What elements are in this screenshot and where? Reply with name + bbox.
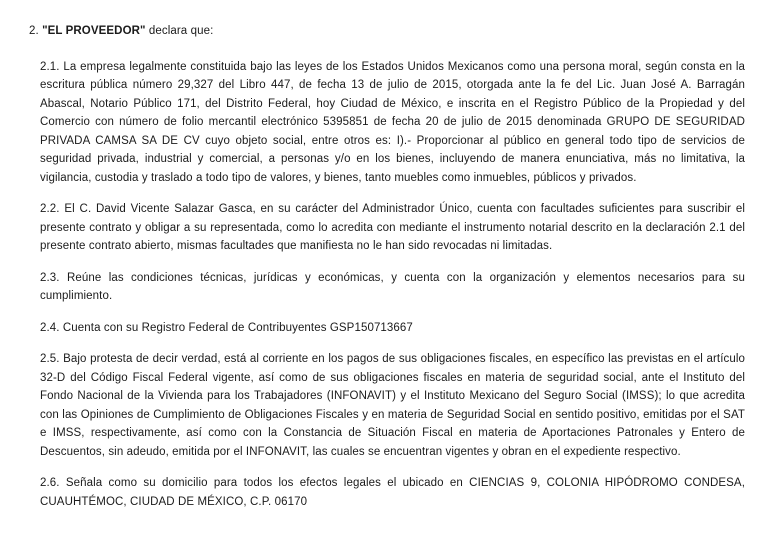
clause-2-4: 2.4. Cuenta con su Registro Federal de Contribuyentes GSP150713667 (40, 321, 413, 334)
section-heading-bold: "EL PROVEEDOR" (42, 25, 146, 37)
section-number: 2. (29, 25, 43, 37)
section-heading-suffix: declara que: (145, 25, 214, 37)
clauses-block (40, 58, 745, 512)
clause-2-1: 2.1. La empresa legalmente constituida bajo las leyes de los Estados Unidos Mexicanos como una persona moral, según consta en la escritura pública número 29,327 del Libro 447, de fecha 13 de julio de 2015, otorgada ante la fe del Lic. Juan José A. Barragán Abascal, Notario Público 171, del Distrito Federal, hoy Ciudad de México, e inscrita en el Registro Público de la Propiedad y del Comercio con número de folio mercantil electrónico 5395851 de fecha 20 de julio de 2015 denominada GRUPO DE SEGURIDAD PRIVADA CAMSA SA DE CV cuyo objeto social, entre otros es: I).- Proporcionar al público en general todo tipo de servicios de seguridad privada, industrial y comercial, a personas y/o en los bienes, incluyendo de manera enunciativa, más no limitativa, la vigilancia, custodia y traslado a todo tipo de valores, y bienes, tanto muebles como inmuebles, públicos y privados. (40, 60, 745, 184)
clause-2-5: 2.5. Bajo protesta de decir verdad, está al corriente en los pagos de sus obligaciones fiscales, en específico las previstas en el artículo 32-D del Código Fiscal Federal vigente, así como de sus obligaciones fiscales en materia de seguridad social, ante el Instituto del Fondo Nacional de la Vivienda para los Trabajadores (INFONAVIT) y el Instituto Mexicano del Seguro Social (IMSS); lo que acredita con las Opiniones de Cumplimiento de Obligaciones Fiscales y en materia de Seguridad Social en sentido positivo, emitidas por el SAT e IMSS, respectivamente, así como con la Constancia de Situación Fiscal en materia de Aportaciones Patronales y Entero de Descuentos, sin adeudo, emitida por el INFONAVIT, las cuales se encuentran vigentes y obran en el expediente respectivo. (40, 353, 745, 458)
section-heading (29, 22, 745, 41)
clause-2-6: 2.6. Señala como su domicilio para todos los efectos legales el ubicado en CIENCIAS 9, COLONIA HIPÓDROMO CONDESA, CUAUHTÉMOC, CIUDAD DE MÉXICO, C.P. 06170 (40, 477, 745, 508)
clause-2-3: 2.3. Reúne las condiciones técnicas, jurídicas y económicas, y cuenta con la organización y elementos necesarios para su cumplimiento. (40, 271, 745, 302)
clause-2-2: 2.2. El C. David Vicente Salazar Gasca, en su carácter del Administrador Único, cuenta con facultades suficientes para suscribir el presente contrato y obligar a su representada, como lo acredita con mediante el instrumento notarial descrito en la declaración 2.1 del presente contrato abierto, mismas facultades que manifiesta no le han sido revocadas ni limitadas. (40, 203, 745, 252)
